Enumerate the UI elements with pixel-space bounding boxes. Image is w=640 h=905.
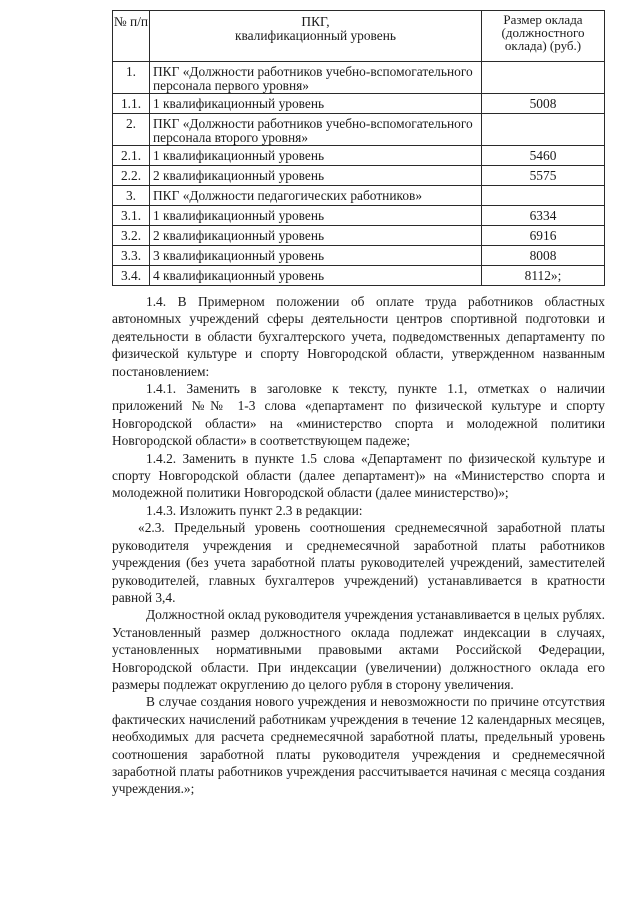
table-row: [113, 94, 605, 114]
table-row: [113, 246, 605, 266]
row-salary: [482, 62, 605, 94]
paragraph-salary-indexation: Должностной оклад руководителя учреждения устанавливается в целых рублях. Установленный размер должностного оклада подлежат индексации в случаях, установленных нормативными правовыми актами Российской Федерации, Новгородской области. При индексации (увеличении) должностного оклада его размеры подлежат округлению до целого рубля в сторону увеличения.: [112, 607, 605, 692]
row-salary: 5575: [482, 166, 605, 186]
table-row: [113, 226, 605, 246]
salary-table: [112, 10, 605, 286]
header-salary-line2: (должностного: [501, 25, 585, 40]
table-row: [113, 62, 605, 94]
row-name: 2 квалификационный уровень: [150, 166, 482, 186]
row-salary: [482, 186, 605, 206]
paragraph-2-3: «2.3. Предельный уровень соотношения среднемесячной заработной платы руководителя учреждения и среднемесячной заработной платы работников учреждения (без учета заработной платы руководителей учреждений, заместителей руководителей, главных бухгалтеров учреждений) устанавливается в кратности равной 3,4.: [112, 520, 605, 605]
row-num: 1.1.: [113, 94, 150, 114]
table-row: [113, 166, 605, 186]
header-num: № п/п: [113, 11, 150, 62]
header-name-line1: ПКГ,: [301, 14, 330, 29]
row-salary: 8008: [482, 246, 605, 266]
table-row: [113, 146, 605, 166]
table-header-row: [113, 11, 605, 62]
row-num: 3.1.: [113, 206, 150, 226]
body-text: [112, 293, 605, 798]
row-num: 2.2.: [113, 166, 150, 186]
row-num: 3.: [113, 186, 150, 206]
row-name: 2 квалификационный уровень: [150, 226, 482, 246]
row-name: ПКГ «Должности работников учебно-вспомогательного персонала первого уровня»: [150, 62, 482, 94]
header-name: [150, 11, 482, 62]
paragraph-1-4-2: 1.4.2. Заменить в пункте 1.5 слова «Департамент по физической культуре и спорту Новгородской области (далее департамент)» на «Министерство спорта и молодежной политики Новгородской области (далее министерство)»;: [112, 450, 605, 501]
row-name: ПКГ «Должности педагогических работников»: [150, 186, 482, 206]
header-salary: [482, 11, 605, 62]
paragraph-1-4-1: 1.4.1. Заменить в заголовке к тексту, пункте 1.1, отметках о наличии приложений №№ 1-3 слова «департамент по физической культуре и спорту Новгородской области» на «министерство спорта и молодежной политики Новгородской области» в соответствующем падеже;: [112, 381, 605, 449]
row-num: 2.: [113, 114, 150, 146]
row-num: 3.3.: [113, 246, 150, 266]
row-name: 1 квалификационный уровень: [150, 146, 482, 166]
row-num: 2.1.: [113, 146, 150, 166]
row-salary: 6334: [482, 206, 605, 226]
row-salary: 5460: [482, 146, 605, 166]
table-row: [113, 186, 605, 206]
row-salary: [482, 114, 605, 146]
table-row: [113, 206, 605, 226]
row-name: 1 квалификационный уровень: [150, 94, 482, 114]
row-num: 1.: [113, 62, 150, 94]
row-name: 3 квалификационный уровень: [150, 246, 482, 266]
row-salary: 5008: [482, 94, 605, 114]
row-salary: 8112»;: [482, 266, 605, 286]
row-num: 3.2.: [113, 226, 150, 246]
header-salary-line3: оклада) (руб.): [504, 38, 582, 53]
table-row: [113, 266, 605, 286]
paragraph-new-institution: В случае создания нового учреждения и невозможности по причине отсутствия фактических начислений работникам учреждения в течение 12 календарных месяцев, необходимых для расчета среднемесячной заработной платы, предельный уровень соотношения заработной платы руководителя учреждения и среднемесячной заработной платы работников учреждения рассчитывается начиная с месяца создания учреждения.»;: [112, 694, 605, 797]
paragraph-1-4-3: 1.4.3. Изложить пункт 2.3 в редакции:: [146, 502, 363, 518]
row-name: ПКГ «Должности работников учебно-вспомогательного персонала второго уровня»: [150, 114, 482, 146]
row-name: 4 квалификационный уровень: [150, 266, 482, 286]
row-num: 3.4.: [113, 266, 150, 286]
header-name-line2: квалификационный уровень: [234, 28, 397, 43]
paragraph-1-4: 1.4. В Примерном положении об оплате труда работников областных автономных учреждений сферы деятельности центров спортивной подготовки и деятельности в области бухгалтерского учета, подведомственных департаменту по физической культуре и спорту Новгородской области, утвержденном названным постановлением:: [112, 294, 605, 379]
row-salary: 6916: [482, 226, 605, 246]
header-salary-line1: Размер оклада: [503, 12, 583, 27]
row-name: 1 квалификационный уровень: [150, 206, 482, 226]
table-row: [113, 114, 605, 146]
